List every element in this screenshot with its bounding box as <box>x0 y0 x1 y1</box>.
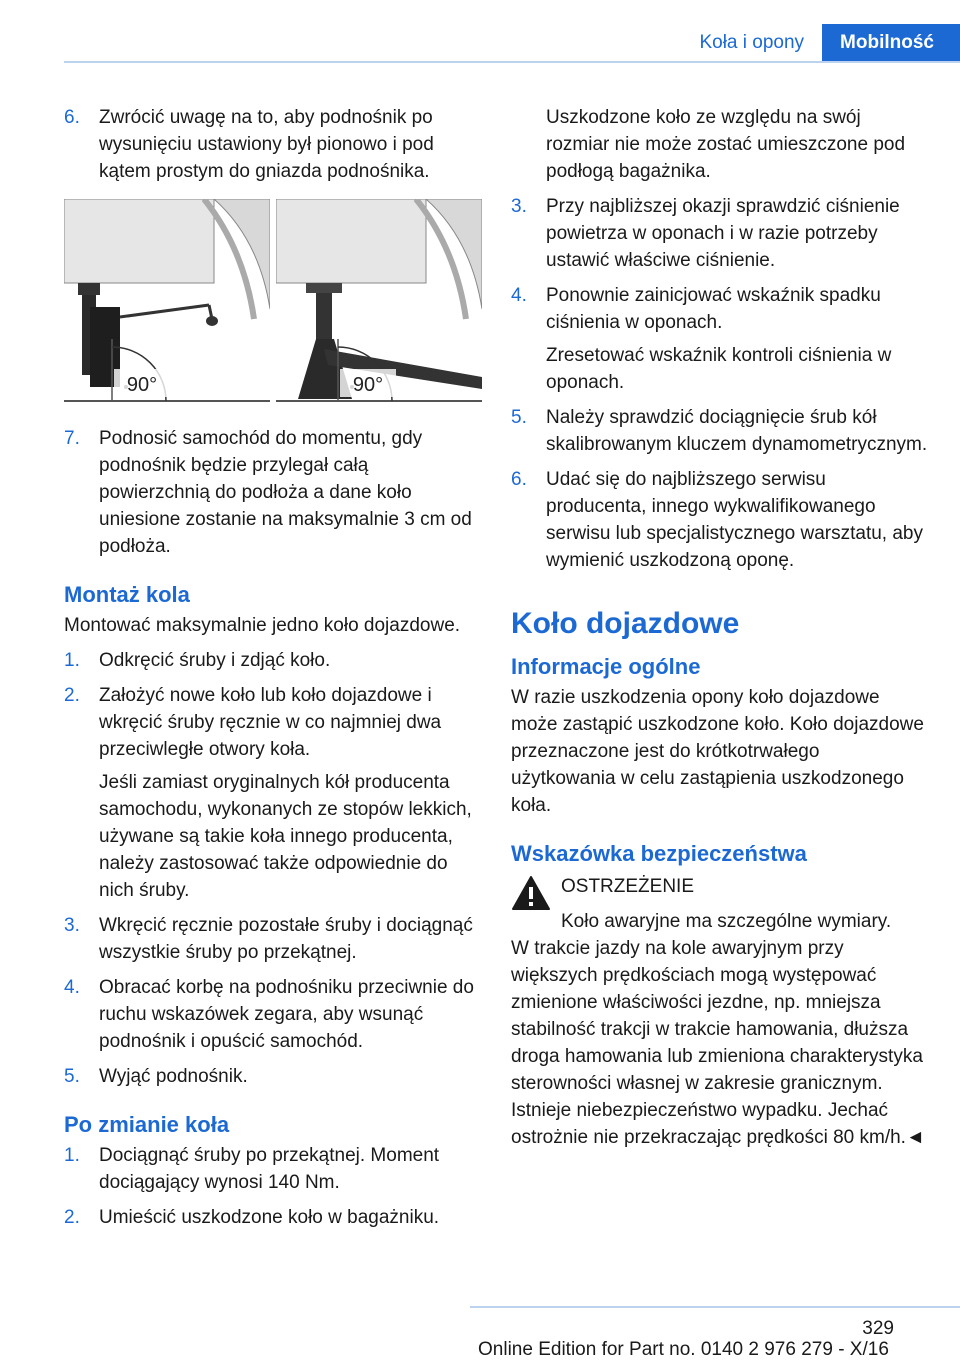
section-heading-after-change: Po zmianie koła <box>64 1112 230 1137</box>
step-note: Zresetować wskaźnik kontroli ciśnienia w oponach. <box>546 345 892 393</box>
list-item <box>64 1204 482 1231</box>
list-item <box>64 974 482 1055</box>
step-number: 5. <box>511 407 527 428</box>
mounting-intro: Montować maksymalnie jedno koło dojazdowe. <box>64 615 461 636</box>
step-text: Obracać korbę na podnośniku przeciwnie do ruchu wskazówek zegara, aby wsunąć podnośnik i opuścić samochód. <box>99 977 474 1052</box>
warning-label: OSTRZEŻENIE <box>561 876 695 897</box>
left-column <box>64 104 482 1239</box>
section-heading-mounting: Montaż kola <box>64 582 190 607</box>
step-number: 4. <box>511 285 527 306</box>
step-number: 3. <box>64 915 80 936</box>
page-header <box>681 24 960 62</box>
list-item <box>64 1142 482 1196</box>
list-item <box>511 193 929 274</box>
step-number: 6. <box>64 107 80 128</box>
continued-text: Uszkodzone koło ze względu na swój rozmiar nie może zostać umieszczone pod podłogą bagażnika. <box>546 107 906 182</box>
warning-body: W trakcie jazdy na kole awaryjnym przy większych prędkościach mogą występować zmienione właściwości jezdne, np. mniejsza stabilność trakcji w trakcie hamowania, dłuższa droga hamowania lub zmieniona charakterystyka sterowności własnej w zakresie granicznym. Istnieje niebezpieczeństwo wypadku. Jechać ostrożnie nie przekraczając prędkości 80 km/h.◄ <box>511 938 925 1148</box>
warning-triangle-icon <box>511 873 561 935</box>
step-text: Należy sprawdzić dociągnięcie śrub kół skalibrowanym kluczem dynamometrycznym. <box>546 407 928 455</box>
step-note: Jeśli zamiast oryginalnych kół producenta samochodu, wykonanych ze stopów lekkich, używane są takie koła innego producenta, należy zastosować także odpowiednie do nich śruby. <box>99 772 472 901</box>
header-rule <box>64 61 960 63</box>
section-heading-safety: Wskazówka bezpieczeństwa <box>511 841 807 866</box>
step-text: Zwrócić uwagę na to, aby podnośnik po wysunięciu ustawiony był pionowo i pod kątem prostym do gniazda podnośnika. <box>99 107 434 182</box>
list-item <box>511 282 929 336</box>
general-info-text: W razie uszkodzenia opony koło dojazdowe może zastąpić uszkodzone koło. Koło dojazdowe przeznaczone jest do krótkotrwałego użytkowania w celu zastąpienia uszkodzonego koła. <box>511 687 924 816</box>
warning-lead: Koło awaryjne ma szczególne wymiary. <box>561 911 892 932</box>
jack-illustration <box>64 199 482 405</box>
jack-diagram-right <box>276 199 482 405</box>
footer-rule <box>470 1306 960 1308</box>
list-item <box>64 912 482 966</box>
jack-diagram-left <box>64 199 270 405</box>
section-heading-general-info: Informacje ogólne <box>511 654 701 679</box>
angle-label-right: 90° <box>352 374 384 396</box>
section-title-spare-wheel: Koło dojazdowe <box>511 607 740 640</box>
list-item <box>64 1063 482 1090</box>
step-number: 1. <box>64 650 80 671</box>
list-item <box>511 404 929 458</box>
list-item <box>511 466 929 574</box>
angle-label-left: 90° <box>126 374 158 396</box>
edition-note: Online Edition for Part no. 0140 2 976 279 - X/16 <box>478 1339 889 1360</box>
step-text: Przy najbliższej okazji sprawdzić ciśnienie powietrza w oponach i w razie potrzeby ustawić właściwe ciśnienie. <box>546 196 900 271</box>
step-number: 7. <box>64 428 80 449</box>
step-text: Udać się do najbliższego serwisu producenta, innego wykwalifikowanego serwisu lub specjalistycznego warsztatu, aby wymienić uszkodzoną oponę. <box>546 469 924 571</box>
step-number: 3. <box>511 196 527 217</box>
step-number: 1. <box>64 1145 80 1166</box>
list-item <box>64 425 482 560</box>
step-text: Wyjąć podnośnik. <box>99 1066 248 1087</box>
step-text: Założyć nowe koło lub koło dojazdowe i wkręcić śruby ręcznie w co najmniej dwa przeciwległe otwory koła. <box>99 685 442 760</box>
list-item <box>64 647 482 674</box>
step-text: Ponownie zainicjować wskaźnik spadku ciśnienia w oponach. <box>546 285 881 333</box>
warning-block <box>511 873 929 935</box>
list-item <box>64 682 482 763</box>
header-chapter-title: Mobilność <box>822 24 960 62</box>
step-number: 5. <box>64 1066 80 1087</box>
right-column <box>511 104 929 1151</box>
step-number: 4. <box>64 977 80 998</box>
step-number: 2. <box>64 1207 80 1228</box>
step-text: Wkręcić ręcznie pozostałe śruby i dociągnąć wszystkie śruby po przekątnej. <box>99 915 473 963</box>
step-number: 6. <box>511 469 527 490</box>
page-number: 329 <box>862 1318 894 1339</box>
list-item <box>64 104 482 185</box>
step-text: Odkręcić śruby i zdjąć koło. <box>99 650 331 671</box>
header-section-title: Koła i opony <box>681 24 822 62</box>
step-text: Umieścić uszkodzone koło w bagażniku. <box>99 1207 440 1228</box>
step-text: Dociągnąć śruby po przekątnej. Moment dociągający wynosi 140 Nm. <box>99 1145 440 1193</box>
step-number: 2. <box>64 685 80 706</box>
step-text: Podnosić samochód do momentu, gdy podnośnik będzie przylegał całą powierzchnią do podłoża a dane koło uniesione zostanie na maksymalnie 3 cm od podłoża. <box>99 428 472 557</box>
